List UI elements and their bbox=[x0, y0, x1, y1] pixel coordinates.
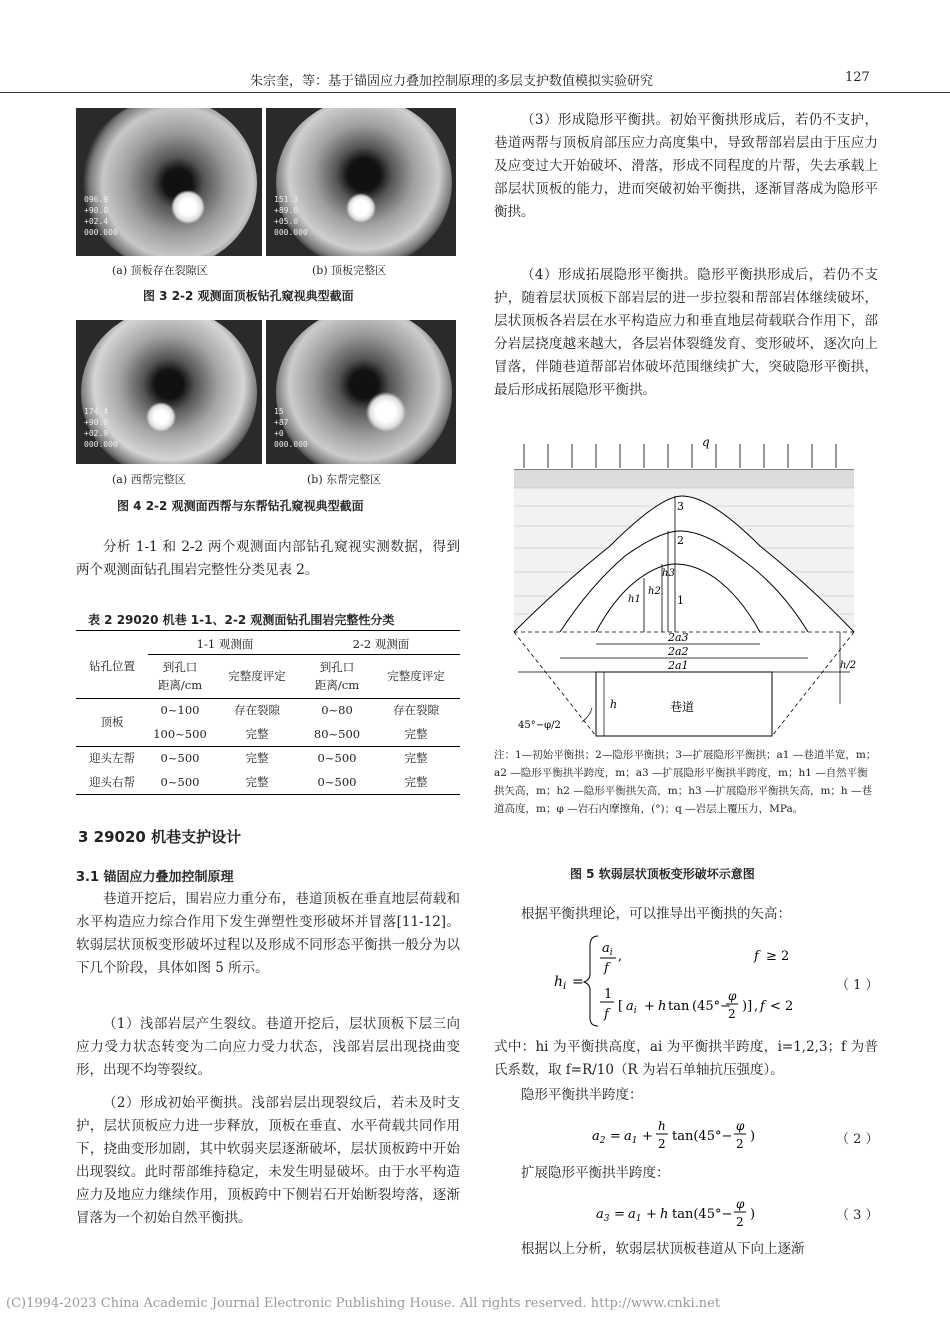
svg-text:[: [ bbox=[618, 999, 624, 1014]
para-stage-2: （2）形成初始平衡拱。浅部岩层出现裂纹后，若未及时支护，层状顶板应力进一步释放，顶板在垂直、水平荷载共同作用下，挠曲变形加剧，其中软弱夹层逐渐破坏，层状顶板跨中开始出现裂纹。此时帮部维持稳定，未发生明显破坏。由于水平构造应力及地应力继续作用，顶板跨中下侧岩石开始断裂垮落，逐渐冒落为一个初始自然平衡拱。 bbox=[76, 1095, 460, 1226]
page-header bbox=[0, 68, 950, 93]
label-roadway: 巷道 bbox=[670, 700, 695, 714]
label-q: q bbox=[702, 436, 710, 449]
table2-title: 表 2 29020 机巷 1-1、2-2 观测面钻孔围岩完整性分类 bbox=[88, 613, 395, 627]
svg-text:ai: $a_i$ bbox=[602, 941, 613, 958]
svg-text:a2: $a_2$ bbox=[592, 1129, 606, 1146]
label-2a2: 2a2 bbox=[668, 645, 689, 658]
svg-text:a3: $a_3$ bbox=[596, 1207, 610, 1224]
fig5-arch-diagram bbox=[500, 436, 870, 744]
svg-text:2: 2 bbox=[728, 1007, 736, 1021]
svg-text:2: 2 bbox=[658, 1137, 666, 1151]
fig4-photo-a bbox=[76, 320, 262, 464]
svg-text:h: h bbox=[658, 1119, 666, 1133]
col-rating-2: 完整度评定 bbox=[387, 669, 445, 683]
equation-3 bbox=[596, 1192, 786, 1240]
fig3-photo-b bbox=[266, 108, 456, 256]
label-arch-3: 3 bbox=[677, 500, 684, 513]
svg-text:+: + bbox=[642, 1129, 653, 1144]
para-analysis: 分析 1-1 和 2-2 两个观测面内部钻孔窥视实测数据，得到两个观测面钻孔围岩完整性分类见表 2。 bbox=[76, 539, 460, 578]
fig4-sub-a: (a) 西帮完整区 bbox=[112, 473, 186, 486]
photo-c-readout: 174.4 +90.0 +02.9 000.000 bbox=[84, 407, 118, 449]
label-h1: h1 bbox=[628, 594, 641, 605]
label-2a1: 2a1 bbox=[668, 659, 689, 672]
svg-text:2: 2 bbox=[736, 1215, 744, 1229]
page-number: 127 bbox=[845, 70, 870, 85]
fig5-note: 注：1—初始平衡拱；2—隐形平衡拱；3—扩展隐形平衡拱；a1 —巷道半宽，m；a2 —隐形平衡拱半跨度，m；a3 —扩展隐形平衡拱半跨度，m；h1 —自然平衡拱矢高，m；h2 —隐形平衡拱矢高，m；h3 —扩展隐形平衡拱矢高，m；h —巷道高度，m；φ —岩石内摩擦角，(°)；q —岩层上覆压力，MPa。 bbox=[494, 749, 877, 815]
svg-text:+: + bbox=[644, 999, 655, 1014]
col-distance-1: 到孔口 距离/cm bbox=[157, 660, 203, 692]
svg-text:h: h bbox=[660, 1207, 669, 1222]
svg-text:a1: $a_1$ bbox=[624, 1129, 638, 1146]
fig3-caption: 图 3 2-2 观测面顶板钻孔窥视典型截面 bbox=[143, 289, 354, 303]
svg-text:a1: $a_1$ bbox=[628, 1207, 642, 1224]
table-top-rule bbox=[76, 630, 460, 631]
svg-text:)]: )] bbox=[742, 999, 753, 1014]
svg-text:(45°−: (45°− bbox=[692, 999, 732, 1014]
para-stage-1: （1）浅部岩层产生裂纹。巷道开挖后，层状顶板下层三向应力受力状态转变为二向应力受力状态，浅部岩层出现挠曲变形，出现不均等裂纹。 bbox=[76, 1016, 460, 1078]
table-row: 100~500 完整 80~500 完整 bbox=[153, 726, 428, 741]
label-h-half: h/2 bbox=[840, 660, 857, 671]
svg-text:,: , bbox=[618, 949, 623, 964]
equation-2 bbox=[592, 1114, 792, 1162]
svg-text:f: f bbox=[604, 1007, 609, 1022]
fig3-sub-a: (a) 顶板存在裂隙区 bbox=[112, 264, 208, 277]
para-extended-span: 扩展隐形平衡拱半跨度： bbox=[521, 1165, 670, 1181]
section-3-1-heading: 3.1 锚固应力叠加控制原理 bbox=[76, 870, 234, 885]
para-stage-3: （3）形成隐形平衡拱。初始平衡拱形成后，若仍不支护，巷道两帮与顶板肩部压应力高度集中，导致帮部岩层由于压应力及应变过大开始破坏、滑落，形成不同程度的片帮，失去承载上部层状顶板的能力，进而突破初始平衡拱，逐渐冒落成为隐形平衡拱。 bbox=[494, 112, 878, 220]
svg-text:): ) bbox=[750, 1207, 756, 1222]
table2 bbox=[76, 634, 460, 795]
label-arch-1: 1 bbox=[677, 594, 684, 607]
fig3-sub-b: (b) 顶板完整区 bbox=[312, 264, 387, 277]
svg-text:≥ 2: ≥ 2 bbox=[766, 949, 790, 964]
col-rating-1: 完整度评定 bbox=[228, 669, 286, 683]
svg-text:f: f bbox=[760, 999, 765, 1014]
para-theory: 根据平衡拱理论，可以推导出平衡拱的矢高： bbox=[521, 906, 791, 922]
label-h2: h2 bbox=[648, 586, 661, 597]
label-arch-2: 2 bbox=[677, 534, 684, 547]
para-hidden-span: 隐形平衡拱半跨度： bbox=[521, 1087, 643, 1103]
svg-text:1: 1 bbox=[604, 987, 613, 1002]
eq3-number: （ 3 ） bbox=[836, 1208, 879, 1223]
eq2-number: （ 2 ） bbox=[836, 1132, 879, 1147]
fig4-caption: 图 4 2-2 观测面西帮与东帮钻孔窥视典型截面 bbox=[117, 499, 364, 513]
svg-text:φ: φ bbox=[736, 1197, 745, 1211]
photo-b-readout: 151.3 +89.6 +05.0 000.000 bbox=[274, 195, 308, 237]
fig3-photo-a bbox=[76, 108, 262, 256]
svg-text:2: 2 bbox=[736, 1137, 744, 1151]
svg-text:< 2: < 2 bbox=[770, 999, 794, 1014]
svg-text:tan(45°−: tan(45°− bbox=[672, 1129, 733, 1144]
group-2-2: 2-2 观测面 bbox=[302, 634, 460, 654]
table-row: 迎头左帮 0~500 完整 0~500 完整 bbox=[76, 746, 460, 770]
svg-text:+: + bbox=[646, 1207, 657, 1222]
svg-text:ai: $a_i$ bbox=[626, 999, 637, 1016]
col-position: 钻孔位置 bbox=[89, 658, 135, 673]
label-h: h bbox=[610, 698, 618, 711]
svg-text:φ: φ bbox=[736, 1119, 745, 1133]
svg-text:): ) bbox=[750, 1129, 756, 1144]
svg-text:h: h bbox=[658, 999, 667, 1014]
label-h3: h3 bbox=[662, 568, 675, 579]
photo-a-readout: 096.9 +90.0 +02.4 000.000 bbox=[84, 195, 118, 237]
para-where: 式中：hi 为平衡拱高度，ai 为平衡拱半跨度，i=1,2,3；f 为普氏系数，取 f=R/10（R 为岩石单轴抗压强度）。 bbox=[494, 1039, 878, 1078]
table-row: 顶板 0~100 存在裂隙 0~80 存在裂隙 bbox=[76, 698, 460, 722]
svg-text:φ: φ bbox=[728, 989, 737, 1003]
running-title: 朱宗奎，等：基于锚固应力叠加控制原理的多层支护数值模拟实验研究 bbox=[250, 74, 654, 89]
svg-text:tan: tan bbox=[668, 999, 690, 1014]
table-row: 迎头右帮 0~500 完整 0~500 完整 bbox=[76, 770, 460, 794]
section-3-heading: 3 29020 机巷支护设计 bbox=[78, 828, 242, 846]
fig4-sub-b: (b) 东帮完整区 bbox=[307, 473, 382, 486]
group-1-1: 1-1 观测面 bbox=[148, 634, 302, 654]
svg-text:tan(45°−: tan(45°− bbox=[672, 1207, 733, 1222]
svg-text:f: f bbox=[754, 949, 759, 964]
equation-1 bbox=[554, 930, 874, 1030]
svg-text:f: f bbox=[604, 961, 609, 976]
para-excavation: 巷道开挖后，围岩应力重分布，巷道顶板在垂直地层荷载和水平构造应力综合作用下发生弹塑性变形破坏并冒落[11-12]。软弱层状顶板变形破坏过程以及形成不同形态平衡拱一般分为以下几个阶段，具体如图 5 所示。 bbox=[76, 891, 460, 976]
label-angle: 45°−φ/2 bbox=[518, 720, 561, 731]
svg-text:=: = bbox=[572, 974, 584, 990]
fig4-photo-b bbox=[266, 320, 456, 464]
svg-text:,: , bbox=[754, 999, 759, 1014]
para-conclusion: 根据以上分析，软弱层状顶板巷道从下向上逐渐 bbox=[521, 1241, 805, 1257]
load-arrows bbox=[524, 444, 836, 468]
svg-text:hi: $h_i$ bbox=[554, 974, 567, 992]
col-distance-2: 到孔口 距离/cm bbox=[314, 660, 360, 692]
label-2a3: 2a3 bbox=[668, 631, 689, 644]
fig5-caption: 图 5 软弱层状顶板变形破坏示意图 bbox=[570, 867, 755, 881]
eq1-number: （ 1 ） bbox=[836, 978, 879, 993]
svg-text:=: = bbox=[610, 1129, 621, 1144]
photo-d-readout: 15 +87 +0 000.000 bbox=[274, 407, 308, 449]
svg-text:=: = bbox=[614, 1207, 625, 1222]
para-stage-4: （4）形成拓展隐形平衡拱。隐形平衡拱形成后，若仍不支护，随着层状顶板下部岩层的进一步拉裂和帮部岩体继续破坏，层状顶板各岩层在水平构造应力和垂直地层荷载联合作用下，部分岩层挠度越来越大，各层岩体裂缝发育、变形破坏，逐次向上冒落，伴随巷道帮部岩体破坏范围继续扩大，突破隐形平衡拱，最后形成拓展隐形平衡拱。 bbox=[494, 267, 878, 398]
